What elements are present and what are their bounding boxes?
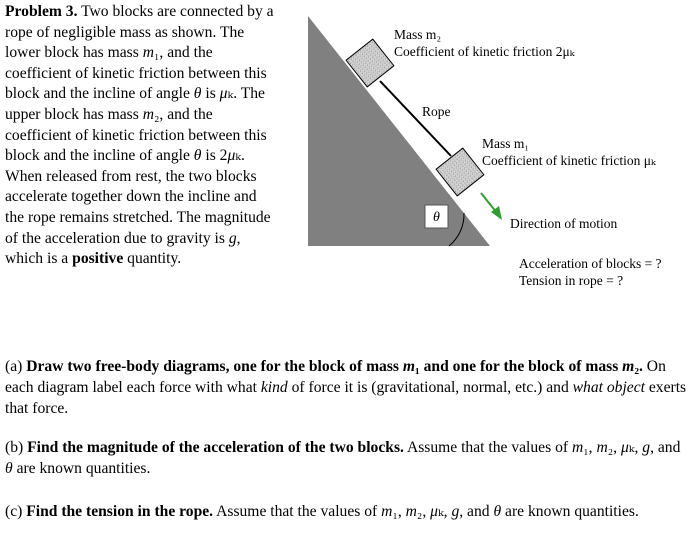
text-segment: m [622,358,635,375]
text-segment: θ [193,85,202,103]
problem-intro [5,2,275,270]
text-segment: m [596,439,608,456]
text-segment: m [142,105,154,123]
incline-figure [300,0,691,300]
text-segment: ₖ, [628,439,643,456]
text-segment: quantity. [123,250,182,268]
tension-label: Tension in rope = ? [519,273,624,288]
text-segment: ₖ, [437,503,452,520]
text-segment: θ [493,503,502,520]
problem-intro-text [5,3,274,267]
text-segment: Two blocks are connected by a rope of negligible mass as shown. The lower block has mass [5,3,274,62]
text-segment: , which is a [5,229,241,268]
text-segment: ₖ [227,85,234,103]
part-c-text [5,501,687,522]
problem-heading: Problem 3. [5,3,78,20]
text-segment: ₂, [607,439,621,456]
text-segment: (a) [5,358,27,375]
text-segment: m [405,503,417,520]
text-segment: ₂, [416,503,431,520]
mass2-friction-label: Coefficient of kinetic friction 2μₖ [394,44,575,59]
text-segment: are known quantities. [501,503,639,520]
text-segment: ₁, [583,439,597,456]
direction-label: Direction of motion [510,216,618,231]
rope-label: Rope [422,104,451,119]
text-segment: . The upper block has mass [5,85,265,123]
text-segment: ₁ [415,358,420,375]
mass1-friction-label: Coefficient of kinetic friction μₖ [482,153,656,168]
text-segment: exerts that force. [5,379,687,417]
text-segment: is [201,85,220,103]
text-segment: , and the coefficient of kinetic friction between this block and the incline of angle [5,44,267,103]
text-segment: m [142,44,154,62]
acceleration-label: Acceleration of blocks = ? [519,256,662,271]
text-segment: Find the tension in the rope. [26,503,214,520]
text-segment: , and the coefficient of kinetic friction between this block and the incline of angle [5,105,267,165]
text-segment: m [571,439,584,456]
text-segment: θ [193,147,202,165]
text-segment: of force it is (gravitational, normal, etc.) and [287,379,573,396]
text-segment: g [451,503,460,520]
text-segment: g [642,439,651,456]
text-segment: , and [459,503,494,520]
text-segment: ₖ [235,147,241,165]
text-segment: μ [227,147,236,165]
text-segment: μ [219,85,228,103]
text-segment: Find the magnitude of the acceleration of the two blocks. [27,439,404,456]
text-segment: μ [430,503,438,520]
text-segment: positive [72,250,124,268]
text-segment: Assume that the values of [213,503,382,520]
text-segment: ₂ [153,105,160,123]
text-segment: m [402,358,416,375]
text-segment: Draw two free-body diagrams, one for the block of mass [26,358,403,375]
text-segment: (b) [5,439,28,456]
text-segment: . When released from rest, the two blocks accelerate together down the incline and the rope remains stretched. The magnitude of the acceleration due to gravity is [5,147,271,247]
text-segment: θ [5,460,13,477]
text-segment: are known quantities. [12,460,151,477]
text-segment: ₁ [153,44,160,62]
text-segment: (c) [5,503,27,520]
text-segment: m [381,503,393,520]
text-segment: g [228,229,237,247]
text-segment: μ [620,439,629,456]
text-segment: . [639,358,643,375]
text-segment: and one for the block of mass [419,358,623,375]
text-segment: ₁, [392,503,406,520]
text-segment: On each diagram label each force with what [5,358,666,396]
text-segment: kind [260,379,288,396]
mass2-label: Mass m₂ [394,27,442,42]
angle-label: θ [433,210,440,225]
text-segment: what object [572,379,645,396]
part-a-text [5,356,687,419]
mass1-label: Mass m₁ [482,136,530,151]
text-segment: is 2 [201,147,228,165]
text-segment: Assume that the values of [403,439,572,456]
text-segment: , and [650,439,681,456]
part-b-text [5,437,687,479]
text-segment: ₂ [634,358,639,375]
